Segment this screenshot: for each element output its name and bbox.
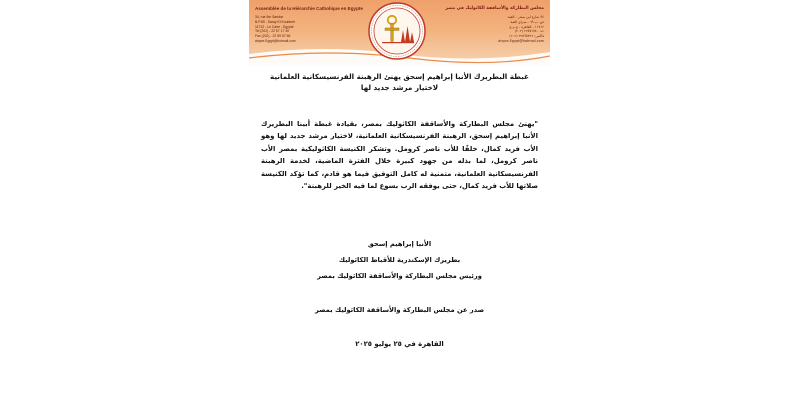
letterhead-french-block bbox=[255, 6, 363, 44]
address-fr-line: Fax (202) - 22 59 57 66 bbox=[255, 34, 291, 39]
issue-date: القاهرة في ٢٥ يوليو ٢٠٢٥ bbox=[355, 340, 444, 348]
letterhead-banner bbox=[249, 0, 550, 66]
letter-body: "يهنئ مجلس البطاركة والأساقفة الكاثوليك بمصر، بقيادة غبطة أبينا البطريرك الأنبا إبراهيم إسحق، الرهبنة الفرنسيسكانية العلمانية، لاختيار مرشد جديد لها وهو الأب فريد كمال، خلفًا للأب ناصر كرومل. وتشكر الكنيسة الكاثوليكية بمصر الأب ناصر كرومل، لما بذله من جهود كبيرة خلال الفترة الماضية، لخدمة الرهبنة الفرنسيسكانية العلمانية، متمنية له كامل التوفيق فيما هو قادم، كما تؤكد الكنيسة صلاتها للأب فريد كمال، حتى يوفقه الرب بسوع لما فيه الخير للرهبنة". bbox=[261, 120, 538, 191]
signatory-title: بطريرك الإسكندرية للأقباط الكاثوليك bbox=[338, 256, 461, 264]
address-ar-line: فاكس: ٢٢٥٩٥٧٦٦ (٢٠٢) bbox=[509, 34, 544, 39]
address-fr-line: 34, rue Ibn Sandar bbox=[255, 15, 284, 19]
letterhead-arabic-block bbox=[444, 6, 544, 44]
address-ar-line: ١١٧١٢ - القاهرة - ج.م.ع bbox=[509, 24, 544, 29]
assembly-seal-logo bbox=[368, 2, 426, 60]
address-fr-line: B.P.69 - Saray El Koubbeh bbox=[255, 19, 296, 24]
signatory-name: الأنبا إبراهيم إسحق bbox=[367, 240, 432, 248]
address-fr-line: Tel (202) - 22 57 17 40 bbox=[255, 29, 290, 34]
address-ar-line: ص. ب ٦٩ - سراي القبة bbox=[510, 19, 544, 24]
signatory-title: ورئيس مجلس البطاركة والأساقفة الكاثوليك بمصر bbox=[317, 272, 482, 280]
letterhead-org-ar: مجلس البطاركة والأساقفة الكاثوليك في مصر bbox=[445, 6, 544, 11]
address-fr-line: 11712 - Le Caire - Egypte bbox=[255, 24, 294, 29]
title-line: لاختيار مرشد جديد لها bbox=[360, 83, 439, 92]
letter-title bbox=[259, 71, 540, 93]
letter-document bbox=[249, 0, 550, 400]
signature-block bbox=[259, 236, 540, 284]
issued-by: صدر عن مجلس البطاركة والأساقفة الكاثوليك بمصر bbox=[314, 306, 485, 314]
address-ar-line: ٣٤ شارع ابن سندر - القبة bbox=[507, 15, 544, 19]
title-line: غبطة البطريرك الأنبا إبراهيم إسحق يهنئ الرهبنة الفرنسيسكانية العلمانية bbox=[270, 72, 529, 81]
address-ar-line: ahpce.Egypt@hotmail.com bbox=[498, 38, 544, 43]
address-ar-line: ت: ٢٢٥٧١٧٤٠ (٢٠٢) bbox=[514, 29, 544, 34]
address-fr-line: ahpce.Egypt@hotmail.com bbox=[255, 38, 296, 43]
letterhead-org-fr: Assemblée de la Hiérarchie Catholique en Egypte bbox=[255, 6, 363, 11]
